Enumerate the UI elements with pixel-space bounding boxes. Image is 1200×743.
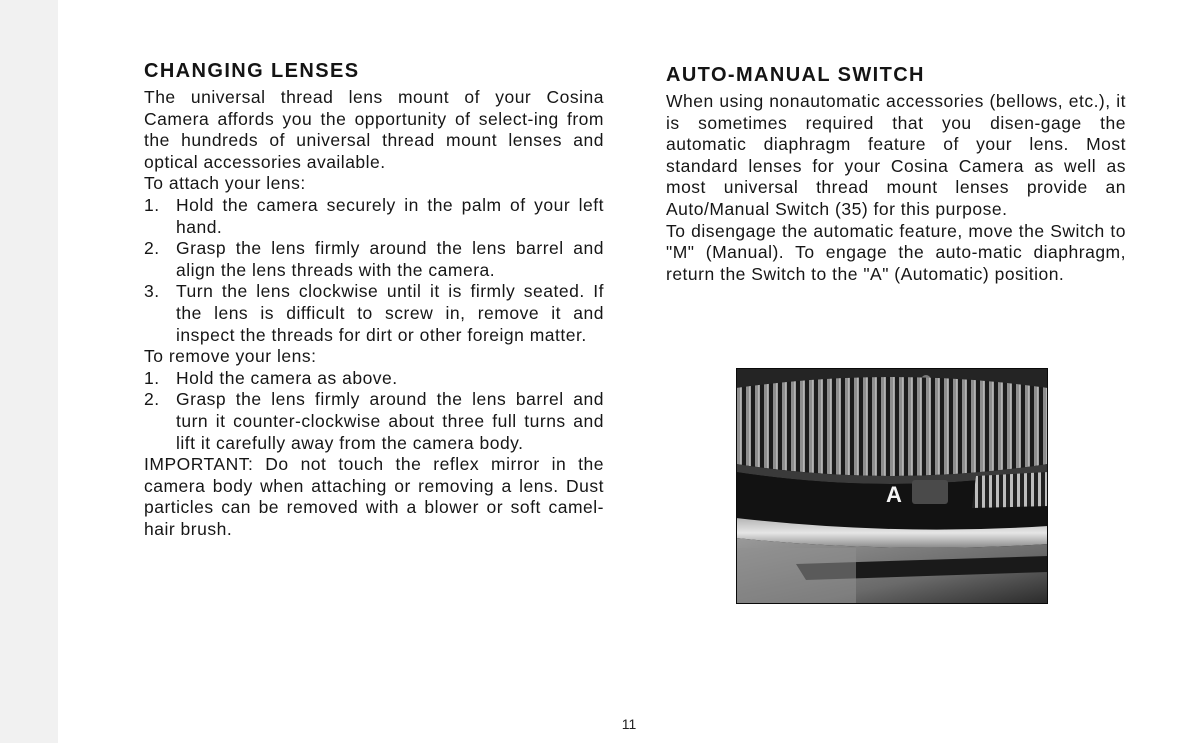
auto-manual-heading: AUTO-MANUAL SWITCH — [666, 64, 925, 86]
step-text: Hold the camera securely in the palm of your left hand. — [176, 194, 604, 237]
attach-steps-list — [144, 195, 604, 346]
important-note: IMPORTANT: Do not touch the reflex mirror in the camera body when attaching or removing a lens. Dust particles can be removed with a blower or soft camel-hair brush. — [144, 454, 604, 539]
step-number: 1. — [144, 194, 160, 215]
attach-label: To attach your lens: — [144, 173, 306, 194]
attach-step — [144, 281, 604, 346]
remove-label: To remove your lens: — [144, 346, 317, 367]
auto-manual-paragraph-2: To disengage the automatic feature, move the Switch to "M" (Manual). To engage the auto-matic diaphragm, return the Switch to the "A" (Automatic) position. — [666, 220, 1126, 284]
remove-steps-list — [144, 368, 604, 454]
remove-step — [144, 368, 604, 390]
intro-paragraph: The universal thread lens mount of your Cosina Camera affords you the opportunity of select-ing from the hundreds of universal thread mount lenses and optical accessories available. — [144, 87, 604, 172]
changing-lenses-section — [144, 60, 604, 540]
lens-switch-photo — [736, 368, 1048, 604]
switch-a-mark: A — [886, 482, 902, 507]
step-text: Hold the camera as above. — [176, 367, 398, 388]
manual-page — [58, 0, 1200, 743]
step-number: 2. — [144, 389, 160, 410]
step-number: 3. — [144, 281, 160, 302]
changing-lenses-heading: CHANGING LENSES — [144, 60, 360, 82]
step-text: Turn the lens clockwise until it is firmly seated. If the lens is difficult to screw in, remove it and inspect the threads for dirt or other foreign matter. — [176, 281, 604, 345]
step-text: Grasp the lens firmly around the lens barrel and align the lens threads with the camera. — [176, 238, 604, 280]
step-text: Grasp the lens firmly around the lens barrel and turn it counter-clockwise about three full turns and lift it carefully away from the camera body. — [176, 389, 604, 453]
step-number: 2. — [144, 238, 160, 259]
step-number: 1. — [144, 367, 160, 388]
remove-step — [144, 389, 604, 454]
auto-manual-paragraph-1: When using nonautomatic accessories (bellows, etc.), it is sometimes required that you disen-gage the automatic diaphragm feature of your lens. Most standard lenses for your Cosina Camera as well as most universal thread mount lenses provide an Auto/Manual Switch (35) for this purpose. — [666, 91, 1126, 219]
attach-step — [144, 238, 604, 281]
page-number: 11 — [621, 716, 637, 732]
auto-manual-section — [666, 64, 1126, 285]
attach-step — [144, 195, 604, 238]
